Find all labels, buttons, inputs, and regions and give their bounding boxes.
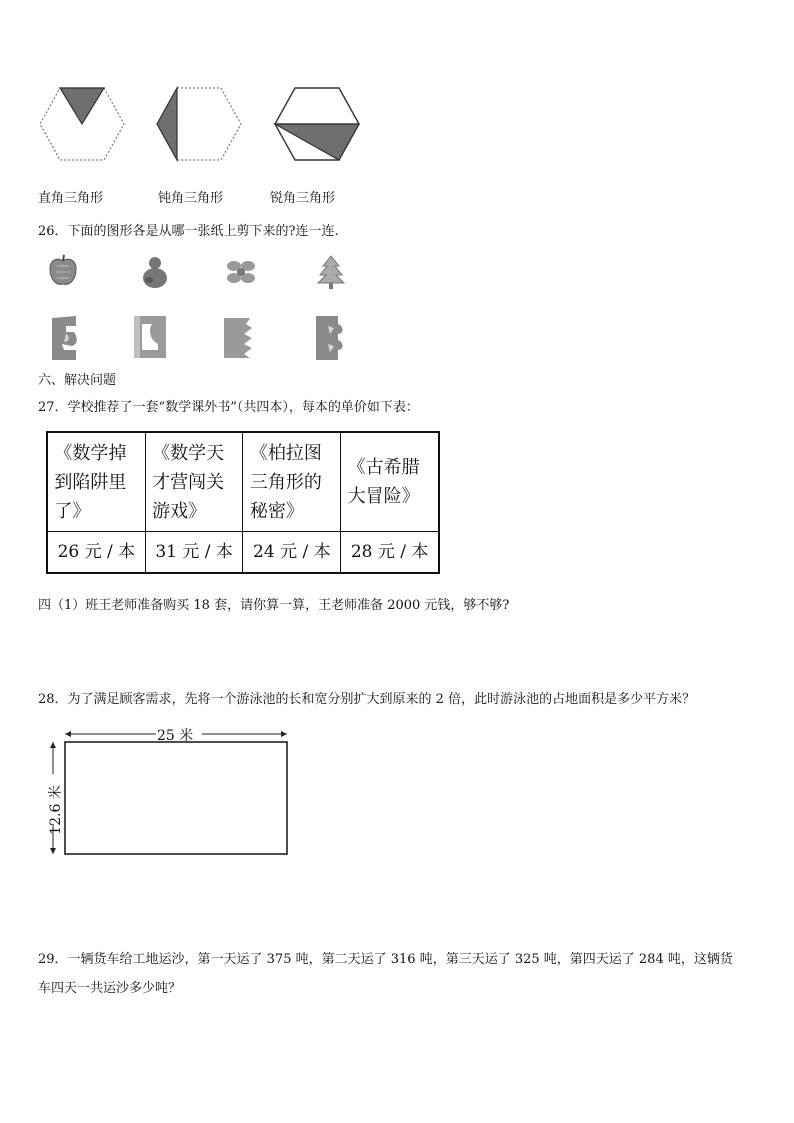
question-29-line2: 车四天一共运沙多少吨？ bbox=[38, 981, 182, 996]
label-acute-triangle: 锐角三角形 bbox=[270, 191, 336, 206]
book-title-cell: 《数学掉到陷阱里了》 bbox=[47, 432, 145, 532]
question-27: 27．学校推荐了一套“数学课外书”（共四本），每本的单价如下表： bbox=[38, 400, 419, 415]
book-price-cell: 28 元 / 本 bbox=[341, 532, 439, 574]
label-obtuse-triangle: 钝角三角形 bbox=[158, 191, 224, 206]
book-title-cell: 《柏拉图三角形的秘密》 bbox=[243, 432, 341, 532]
paper-piece-1 bbox=[52, 316, 80, 360]
question-29-line1: 29．一辆货车给工地运沙，第一天运了 375 吨，第二天运了 316 吨，第三天运了 325 吨，第四天运了 284 吨，这辆货 bbox=[38, 952, 733, 967]
pool-width-label: 12.6 米 bbox=[47, 785, 64, 835]
gourd-shape bbox=[140, 252, 170, 290]
paper-piece-2 bbox=[134, 316, 166, 358]
book-price-cell: 31 元 / 本 bbox=[145, 532, 243, 574]
book-price-cell: 24 元 / 本 bbox=[243, 532, 341, 574]
hexagon-acute-triangle-figure bbox=[273, 86, 361, 162]
hexagon-obtuse-triangle-figure bbox=[155, 86, 243, 162]
question-27-sub: 四（1）班王老师准备购买 18 套，请你算一算，王老师准备 2000 元钱，够不够? bbox=[38, 598, 510, 613]
book-title-cell: 《古希腊大冒险》 bbox=[341, 432, 439, 532]
book-price-cell: 26 元 / 本 bbox=[47, 532, 145, 574]
tree-shape bbox=[316, 254, 346, 290]
book-title-cell: 《数学天才营闯关游戏》 bbox=[145, 432, 243, 532]
paper-piece-3 bbox=[224, 318, 254, 358]
paper-piece-4 bbox=[316, 316, 346, 360]
hexagon-right-triangle-figure bbox=[38, 86, 126, 162]
question-28: 28．为了满足顾客需求，先将一个游泳池的长和宽分别扩大到原来的 2 倍，此时游泳池的占地面积是多少平方米？ bbox=[38, 692, 696, 707]
book-price-table bbox=[46, 431, 440, 574]
section-6-title: 六、解决问题 bbox=[38, 373, 117, 388]
question-26: 26．下面的图形各是从哪一张纸上剪下来的?连一连. bbox=[38, 224, 339, 239]
apple-shape bbox=[48, 254, 78, 288]
pool-length-label: 25 米 bbox=[157, 728, 194, 744]
label-right-triangle: 直角三角形 bbox=[38, 191, 104, 206]
flower-shape bbox=[224, 258, 258, 286]
